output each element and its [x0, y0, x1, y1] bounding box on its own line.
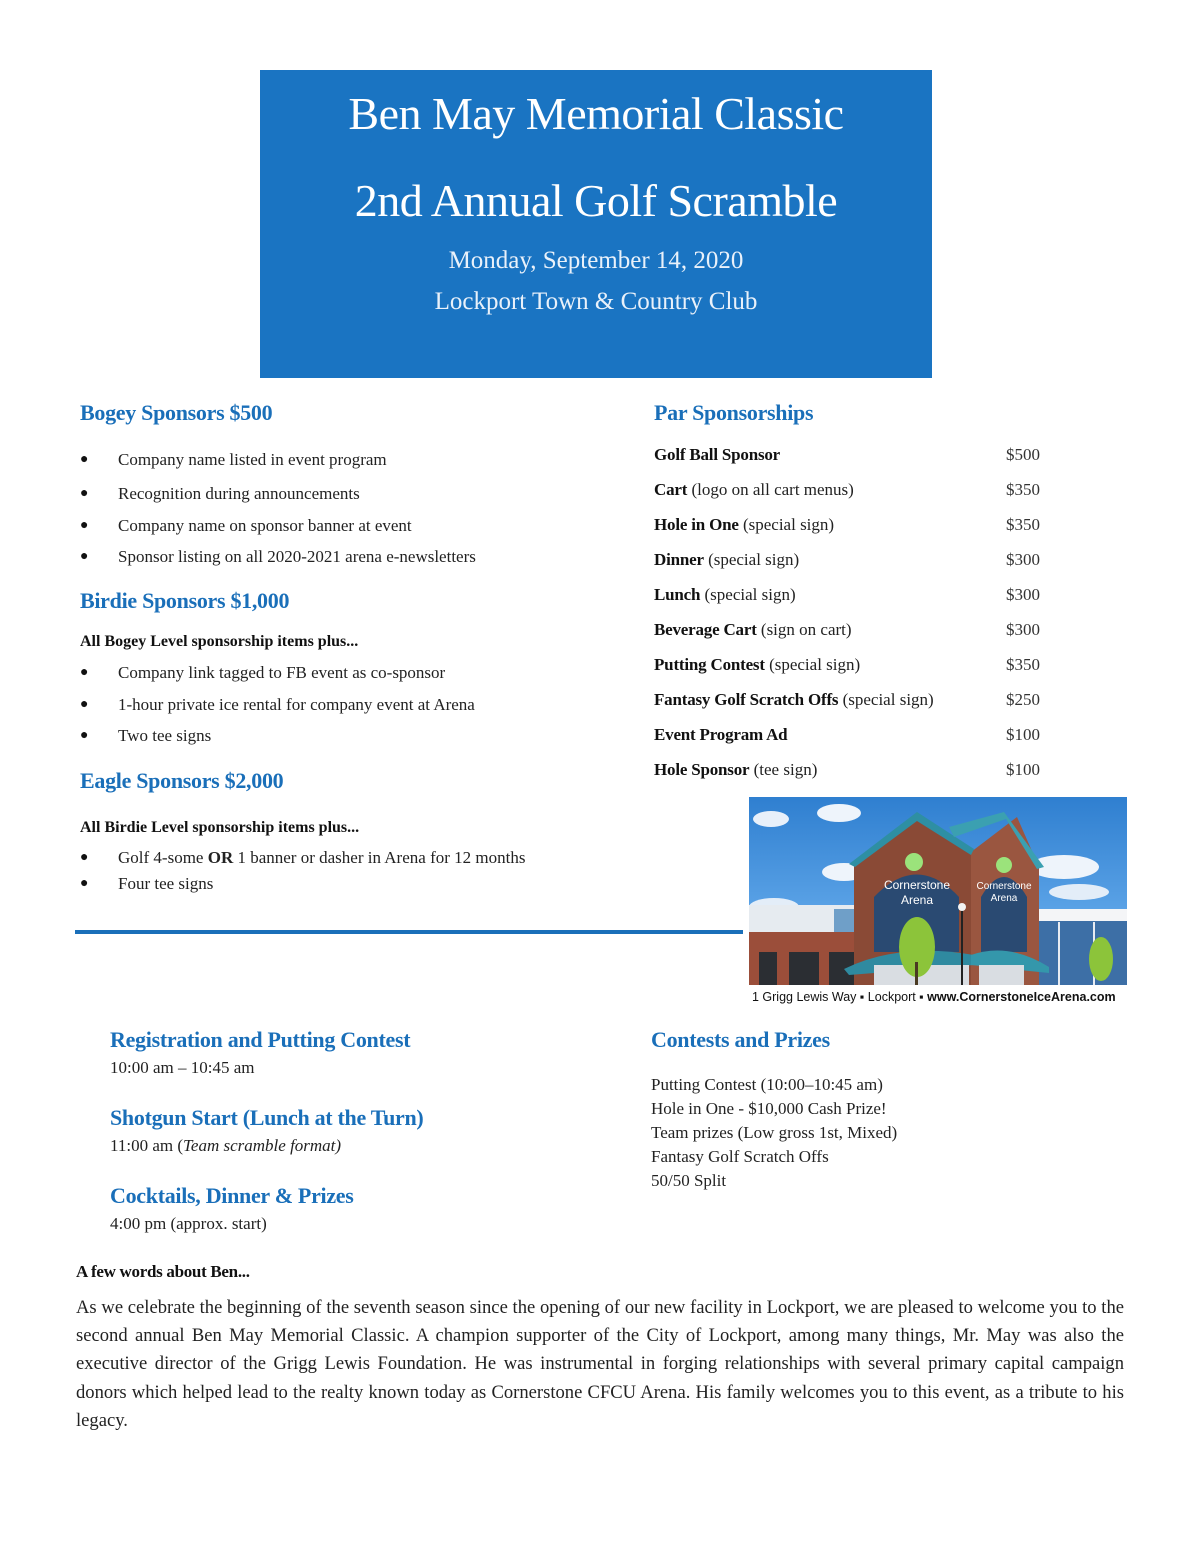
price: $250	[1006, 690, 1040, 709]
arena-photo	[749, 797, 1127, 985]
svg-text:Arena: Arena	[990, 893, 1018, 904]
eagle-intro: All Birdie Level sponsorship items plus...	[80, 819, 360, 836]
price: $350	[1006, 655, 1040, 674]
arena-website-link[interactable]: www.CornerstoneIceArena.com	[927, 990, 1116, 1004]
schedule-time: 10:00 am – 10:45 am	[110, 1058, 255, 1077]
svg-text:Cornerstone: Cornerstone	[976, 881, 1032, 892]
bullet-icon: ●	[80, 697, 89, 712]
par-sponsorship-table	[654, 443, 1074, 788]
table-row: Putting Contest (special sign) $350	[654, 653, 1054, 677]
table-row: Event Program Ad $100	[654, 723, 1054, 747]
price: $350	[1006, 515, 1040, 534]
contests-list	[651, 1073, 991, 1193]
list-item: Team prizes (Low gross 1st, Mixed)	[651, 1123, 898, 1142]
bullet-icon: ●	[80, 549, 89, 564]
schedule-heading: Cocktails, Dinner & Prizes	[110, 1183, 354, 1208]
bullet-icon: ●	[80, 876, 89, 891]
eagle-benefits-list: ● Golf 4-some OR 1 banner or dasher in Arena for 12 months ● Four tee signs	[80, 848, 526, 893]
list-item: 50/50 Split	[651, 1171, 727, 1190]
table-row: Cart (logo on all cart menus) $350	[654, 478, 1054, 502]
table-row: Hole Sponsor (tee sign) $100	[654, 758, 1054, 782]
bullet-icon: ●	[80, 728, 89, 743]
schedule-heading: Shotgun Start (Lunch at the Turn)	[110, 1105, 424, 1130]
bullet-icon: ●	[80, 665, 89, 680]
arena-caption: 1 Grigg Lewis Way ▪ Lockport ▪ www.CornerstoneIceArena.com	[752, 990, 1116, 1004]
contests-heading: Contests and Prizes	[651, 1027, 830, 1052]
arena-sign-text: Cornerstone	[883, 878, 951, 892]
birdie-intro: All Bogey Level sponsorship items plus...	[80, 633, 359, 650]
event-title: Ben May Memorial Classic	[348, 88, 844, 139]
eagle-heading: Eagle Sponsors $2,000	[80, 768, 284, 793]
list-item: Fantasy Golf Scratch Offs	[651, 1147, 829, 1166]
price: $100	[1006, 725, 1040, 744]
bullet-icon: ●	[80, 518, 89, 533]
schedule-heading: Registration and Putting Contest	[110, 1027, 411, 1052]
table-row: Lunch (special sign) $300	[654, 583, 1054, 607]
bogey-heading: Bogey Sponsors $500	[80, 400, 273, 425]
table-row: Beverage Cart (sign on cart) $300	[654, 618, 1054, 642]
about-paragraph: As we celebrate the beginning of the seventh season since the opening of our new facility in Lockport, we are pleased to welcome you to the second annual Ben May Memorial Classic. A champion supporter of the City of Lockport, among many things, Mr. May was also the executive director of the Grigg Lewis Foundation. He was instrumental in forging relationships with several primary capital campaign donors which helped lead to the realty known today as Cornerstone CFCU Arena. His family welcomes you to this event, as a tribute to his legacy.	[76, 1297, 1124, 1431]
bullet-icon: ●	[80, 486, 89, 501]
par-heading: Par Sponsorships	[654, 400, 814, 425]
bogey-benefits-list: ● Company name listed in event program ● Recognition during announcements ● Company name on sponsor banner at event ● Sponsor listing on all 2020-2021 arena e-newsletters	[80, 450, 476, 566]
event-venue: Lockport Town & Country Club	[434, 288, 758, 315]
table-row: Hole in One (special sign) $350	[654, 513, 1054, 537]
birdie-benefits-list: ● Company link tagged to FB event as co-sponsor ● 1-hour private ice rental for company event at Arena ● Two tee signs	[80, 663, 475, 745]
price: $500	[1006, 445, 1040, 464]
svg-text:Arena: Arena	[900, 893, 934, 907]
event-header-banner	[260, 70, 932, 378]
event-schedule	[110, 1027, 570, 1237]
price: $350	[1006, 480, 1040, 499]
table-row: Dinner (special sign) $300	[654, 548, 1054, 572]
price: $300	[1006, 585, 1040, 604]
price: $100	[1006, 760, 1040, 779]
price: $300	[1006, 550, 1040, 569]
price: $300	[1006, 620, 1040, 639]
event-date: Monday, September 14, 2020	[448, 247, 744, 274]
about-heading: A few words about Ben...	[76, 1262, 250, 1281]
arena-building-illustration	[749, 797, 1127, 985]
section-divider	[75, 930, 743, 934]
event-subtitle: 2nd Annual Golf Scramble	[354, 175, 838, 226]
list-item: Putting Contest (10:00–10:45 am)	[651, 1075, 883, 1094]
bullet-icon: ●	[80, 452, 89, 467]
bullet-icon: ●	[80, 850, 89, 865]
schedule-time: 4:00 pm (approx. start)	[110, 1214, 267, 1233]
schedule-time: 11:00 am (Team scramble format)	[110, 1136, 342, 1155]
list-item: Hole in One - $10,000 Cash Prize!	[651, 1099, 887, 1118]
birdie-heading: Birdie Sponsors $1,000	[80, 588, 290, 613]
table-row: Golf Ball Sponsor $500	[654, 443, 1054, 467]
table-row: Fantasy Golf Scratch Offs (special sign) $250	[654, 688, 1054, 712]
